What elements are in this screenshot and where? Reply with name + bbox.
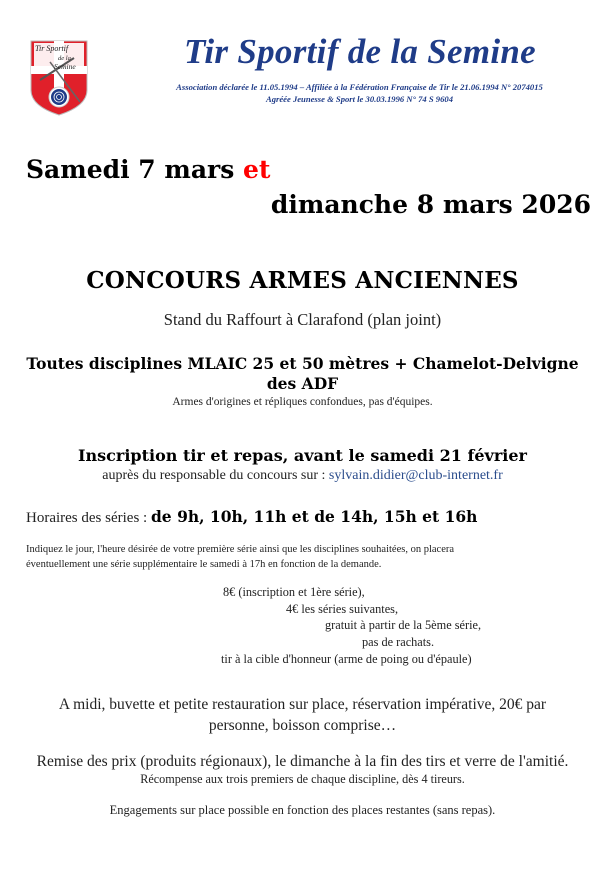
price-item-no-rebuy: pas de rachats.	[362, 635, 435, 649]
disciplines-line-1: Toutes disciplines MLAIC 25 et 50 mètres + Chamelot-Delvigne	[26, 354, 579, 373]
schedule-note-line-1: Indiquez le jour, l'heure désirée de votre première série ainsi que les disciplines souhaitées, on placera	[26, 544, 455, 555]
club-logo	[30, 40, 88, 116]
awards-line-2: Récompense aux trois premiers de chaque discipline, dès 4 tireurs.	[140, 772, 465, 786]
price-item-free: gratuit à partir de la 5ème série,	[325, 618, 482, 632]
schedule-note-line-2: éventuellement une série supplémentaire le samedi à 17h en fonction de la demande.	[26, 559, 382, 570]
price-item-honour-target: tir à la cible d'honneur (arme de poing ou d'épaule)	[221, 652, 472, 666]
schedule-times: de 9h, 10h, 11h et de 14h, 15h et 16h	[150, 507, 478, 526]
svg-text:Semine: Semine	[54, 62, 76, 71]
registration-contact	[0, 468, 605, 484]
registration-title: Inscription tir et repas, avant le samedi 21 février	[78, 446, 527, 465]
svg-text:de la: de la	[58, 55, 71, 62]
catering-line-1: A midi, buvette et petite restauration sur place, réservation impérative, 20€ par	[58, 696, 547, 713]
date-line-1	[26, 155, 270, 184]
catering-info	[40, 694, 565, 736]
schedule-label: Horaires des séries :	[26, 510, 151, 526]
schedule-note	[26, 542, 586, 572]
date-conjunction: et	[243, 155, 271, 184]
shield-logo-icon	[30, 40, 88, 116]
onsite-registration: Engagements sur place possible en fonction des places restantes (sans repas).	[109, 803, 496, 817]
event-title: CONCOURS ARMES ANCIENNES	[86, 267, 519, 294]
disciplines-line-2: des ADF	[266, 374, 339, 393]
club-approval: Agréée Jeunesse & Sport le 30.03.1996 N° 74 S 9604	[265, 94, 453, 104]
schedule-line	[26, 507, 477, 527]
registration-email-link[interactable]: sylvain.didier@club-internet.fr	[328, 468, 503, 483]
club-affiliation: Association déclarée le 11.05.1994 – Affiliée à la Fédération Française de Tir le 21.06.1994 N° 2074015	[176, 82, 543, 92]
awards-line-1: Remise des prix (produits régionaux), le dimanche à la fin des tirs et verre de l'amitié.	[36, 753, 569, 770]
registration-contact-prefix: auprès du responsable du concours sur :	[102, 468, 329, 483]
event-venue: Stand du Raffourt à Clarafond (plan joint)	[163, 310, 442, 329]
disciplines-note: Armes d'origines et répliques confondues, pas d'équipes.	[172, 396, 433, 408]
svg-text:Tir Sportif: Tir Sportif	[35, 44, 69, 53]
price-item-registration: 8€ (inscription et 1ère série),	[223, 585, 365, 599]
catering-line-2: personne, boisson comprise…	[208, 717, 397, 734]
date-line-2: dimanche 8 mars 2026	[270, 190, 591, 219]
club-name: Tir Sportif de la Semine	[183, 32, 537, 71]
date-saturday: Samedi 7 mars	[26, 155, 243, 184]
price-item-following: 4€ les séries suivantes,	[286, 602, 399, 616]
